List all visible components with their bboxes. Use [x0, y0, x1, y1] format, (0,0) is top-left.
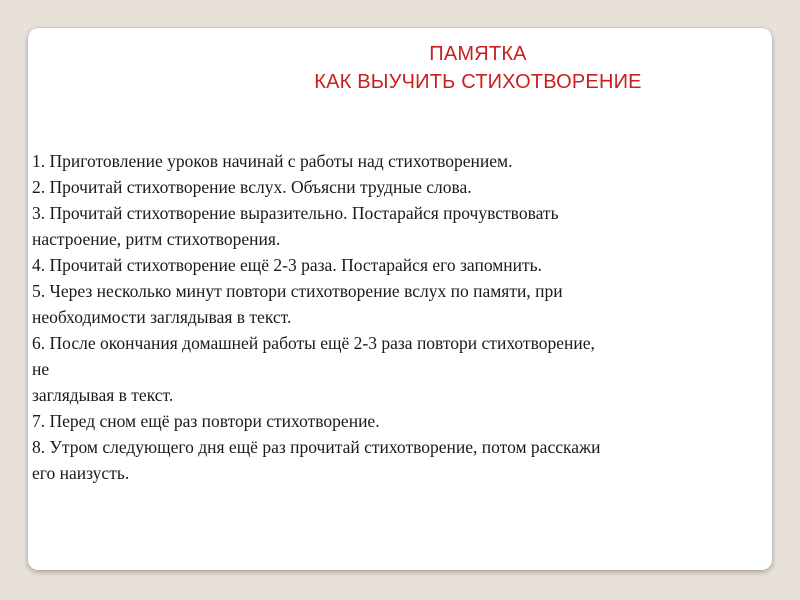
rule-line: 8. Утром следующего дня ещё раз прочитай стихотворение, потом расскажи [32, 437, 601, 457]
rule-line: 5. Через несколько минут повтори стихотворение вслух по памяти, при [32, 281, 563, 301]
title-line-memo: ПАМЯТКА [429, 43, 527, 65]
rule-line: заглядывая в текст. [32, 385, 174, 405]
rule-line: 6. После окончания домашней работы ещё 2-3 раза повтори стихотворение, [32, 333, 595, 353]
rule-line: необходимости заглядывая в текст. [32, 307, 292, 327]
slide-card [28, 28, 772, 570]
rules-list [32, 148, 768, 486]
title-line-subject: КАК ВЫУЧИТЬ СТИХОТВОРЕНИЕ [314, 71, 642, 93]
rule-line: настроение, ритм стихотворения. [32, 229, 281, 249]
rule-line: 1. Приготовление уроков начинай с работы над стихотворением. [32, 151, 513, 171]
rule-line: 4. Прочитай стихотворение ещё 2-3 раза. Постарайся его запомнить. [32, 255, 543, 275]
rule-line: его наизусть. [32, 463, 130, 483]
rule-line: не [32, 359, 50, 379]
rule-line: 2. Прочитай стихотворение вслух. Объясни трудные слова. [32, 177, 472, 197]
rule-line: 3. Прочитай стихотворение выразительно. Постарайся прочувствовать [32, 203, 559, 223]
rule-line: 7. Перед сном ещё раз повтори стихотворение. [32, 411, 380, 431]
page-title [138, 40, 800, 96]
